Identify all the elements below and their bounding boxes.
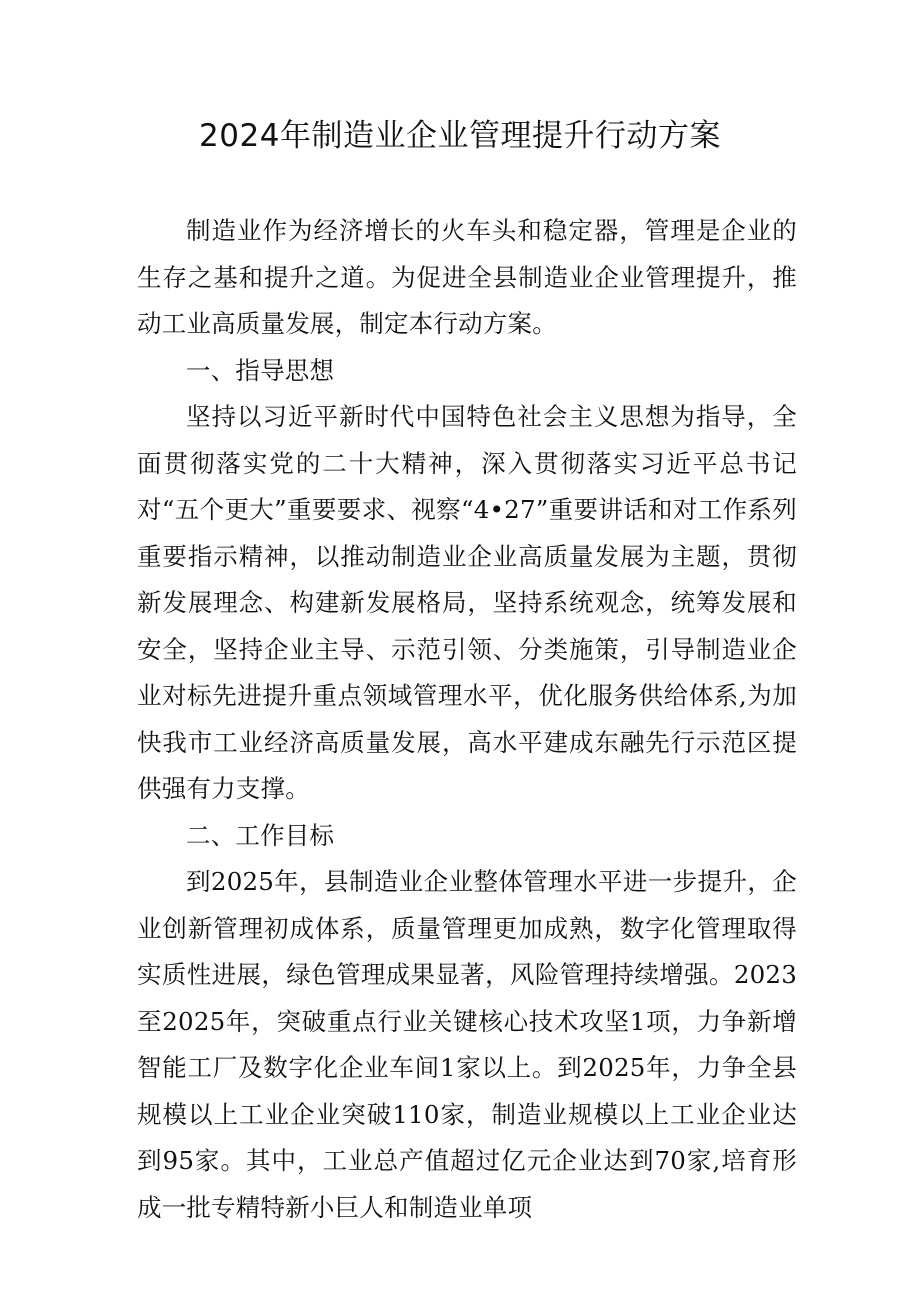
document-body	[137, 208, 797, 1231]
section-body-work-goals: 到2025年，县制造业企业整体管理水平进一步提升，企业创新管理初成体系，质量管理更加成熟，数字化管理取得实质性进展，绿色管理成果显著，风险管理持续增强。2023至2025年，突破重点行业关键核心技术攻坚1项，力争新增智能工厂及数字化企业车间1家以上。到2025年，力争全县规模以上工业企业突破110家，制造业规模以上工业企业达到95家。其中，工业总产值超过亿元企业达到70家,培育形成一批专精特新小巨人和制造业单项	[137, 867, 797, 1222]
section-body-guiding-ideology: 坚持以习近平新时代中国特色社会主义思想为指导，全面贯彻落实党的二十大精神，深入贯彻落实习近平总书记对“五个更大”重要要求、视察“4•27”重要讲话和对工作系列重要指示精神，以推动制造业企业高质量发展为主题，贯彻新发展理念、构建新发展格局，坚持系统观念，统筹发展和安全，坚持企业主导、示范引领、分类施策，引导制造业企业对标先进提升重点领域管理水平，优化服务供给体系,为加快我市工业经济高质量发展，高水平建成东融先行示范区提供强有力支撑。	[137, 402, 797, 803]
section-heading-guiding-ideology: 一、指导思想	[186, 355, 335, 385]
document-title: 2024年制造业企业管理提升行动方案	[199, 118, 721, 154]
section-heading-work-goals: 二、工作目标	[186, 820, 335, 850]
intro-paragraph: 制造业作为经济增长的火车头和稳定器，管理是企业的生存之基和提升之道。为促进全县制造业企业管理提升，推动工业高质量发展，制定本行动方案。	[137, 216, 797, 338]
